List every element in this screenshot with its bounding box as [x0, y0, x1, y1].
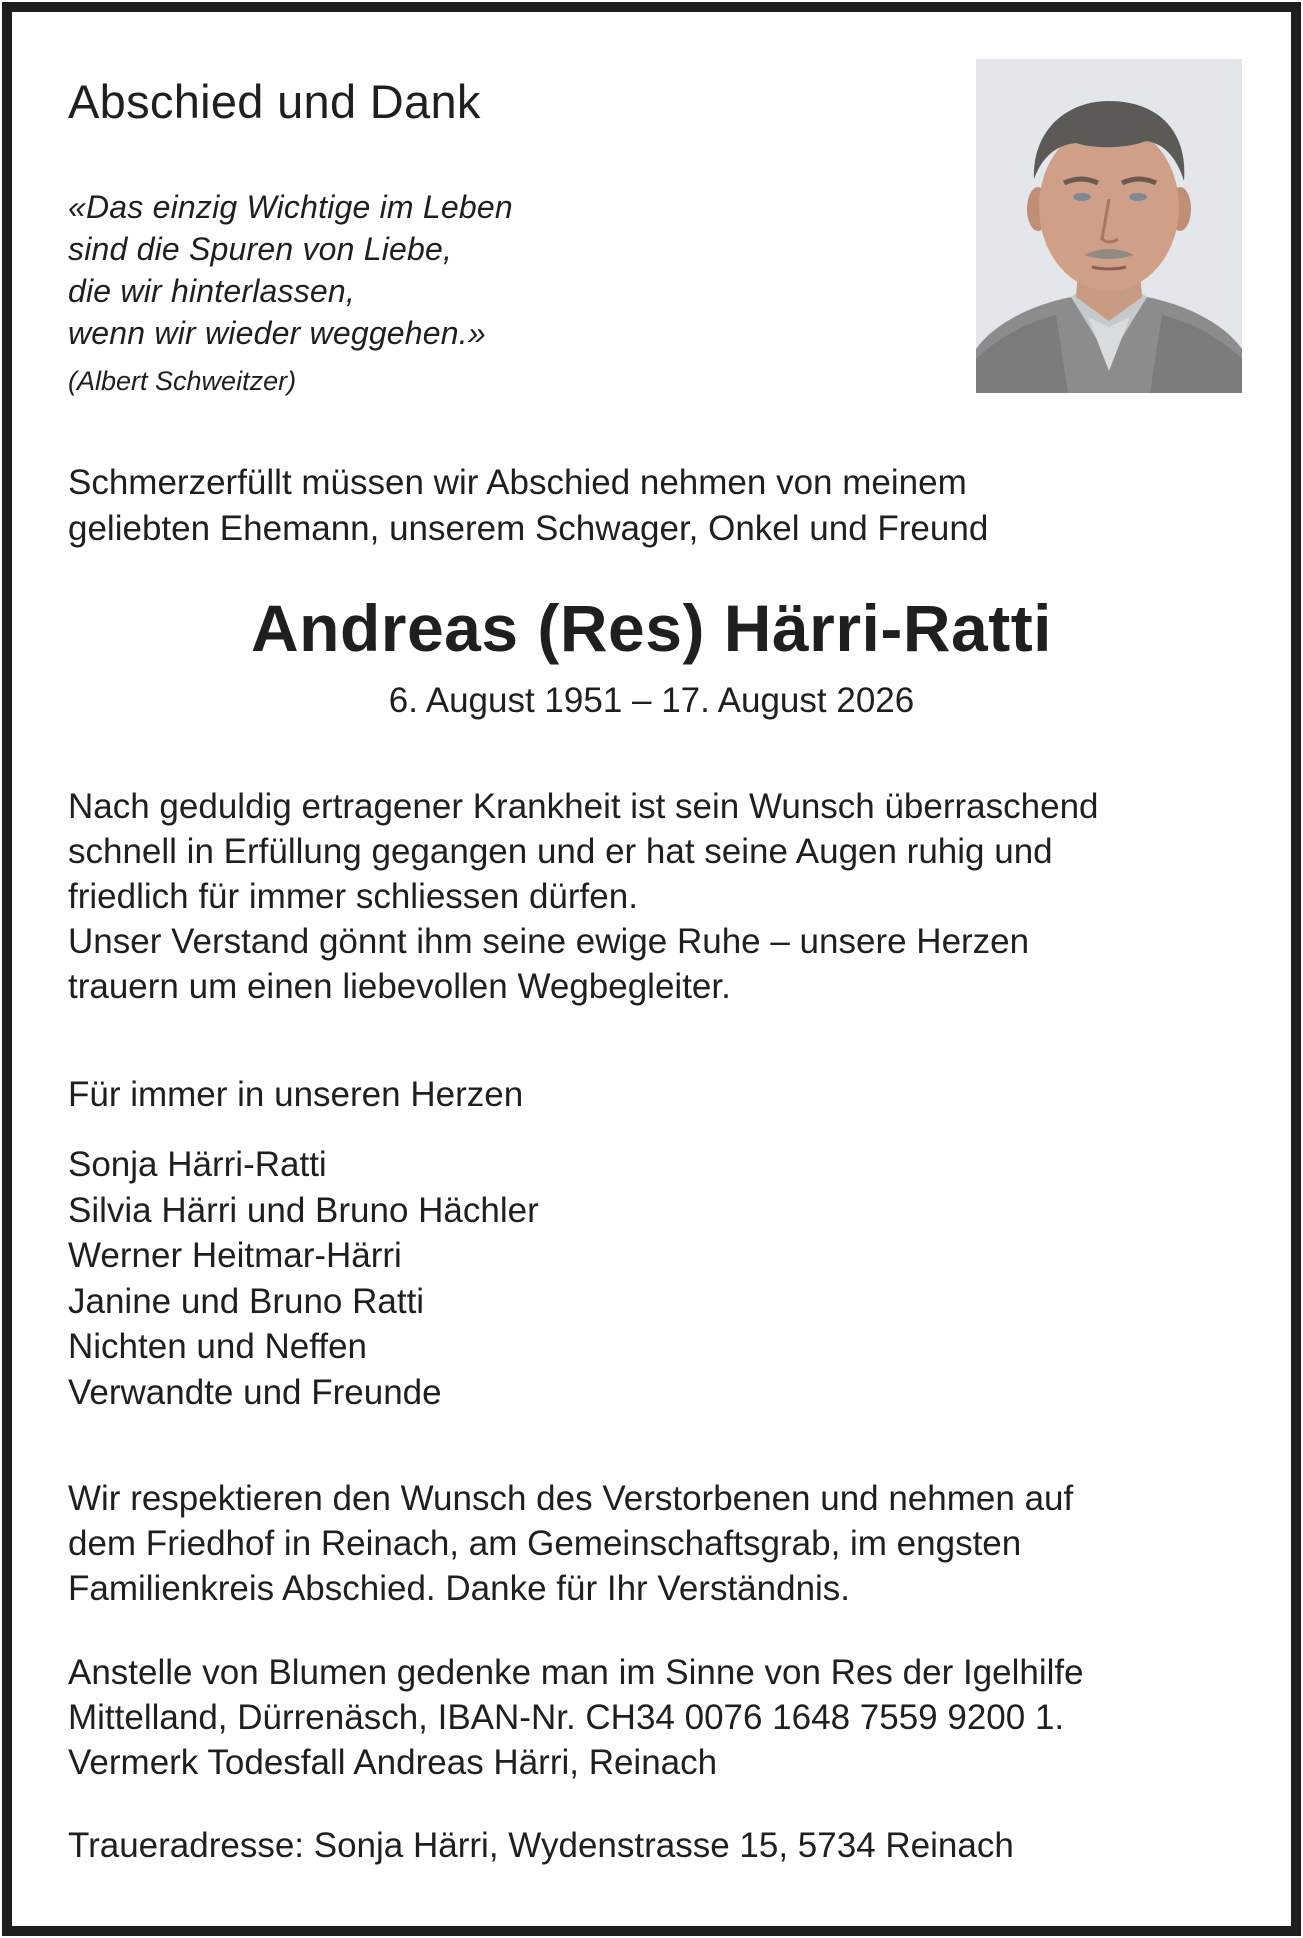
mourner: Werner Heitmar-Härri [68, 1236, 402, 1275]
paragraph-line: Unser Verstand gönnt ihm seine ewige Ruhe – unsere Herzen [68, 922, 1030, 961]
paragraph-line: Familienkreis Abschied. Danke für Ihr Verständnis. [68, 1569, 851, 1608]
paragraph-line: dem Friedhof in Reinach, am Gemeinschaftsgrab, im engsten [68, 1524, 1022, 1563]
quote-author: (Albert Schweitzer) [68, 366, 297, 396]
intro-line: geliebten Ehemann, unserem Schwager, Onkel und Freund [68, 509, 989, 548]
notice-heading: Abschied und Dank [68, 75, 481, 128]
quote-line: «Das einzig Wichtige im Leben [68, 189, 513, 225]
mourning-address: Traueradresse: Sonja Härri, Wydenstrasse 15, 5734 Reinach [68, 1826, 1014, 1865]
quote-line: wenn wir wieder weggehen.» [68, 315, 486, 351]
mourner: Verwandte und Freunde [68, 1372, 442, 1412]
mourners-list [68, 1142, 539, 1415]
paragraph-line: Anstelle von Blumen gedenke man im Sinne von Res der Igelhilfe [68, 1653, 1084, 1692]
paragraph-line: schnell in Erfüllung gegangen und er hat seine Augen ruhig und [68, 832, 1053, 871]
intro-text [68, 460, 988, 552]
paragraph-line: friedlich für immer schliessen dürfen. [68, 877, 638, 916]
mourner: Sonja Härri-Ratti [68, 1145, 327, 1184]
life-dates: 6. August 1951 – 17. August 2026 [388, 681, 915, 720]
quote-line: sind die Spuren von Liebe, [68, 231, 453, 267]
portrait-photo [976, 59, 1242, 393]
burial-paragraph [68, 1476, 1073, 1611]
paragraph-line: Nach geduldig ertragener Krankheit ist sein Wunsch überraschend [68, 787, 1099, 826]
mourner: Nichten und Neffen [68, 1327, 368, 1366]
mourner: Janine und Bruno Ratti [68, 1281, 425, 1321]
donation-paragraph [68, 1650, 1084, 1785]
mourner: Silvia Härri und Bruno Hächler [68, 1190, 539, 1230]
paragraph-line: Mittelland, Dürrenäsch, IBAN-Nr. CH34 0076 1648 7559 9200 1. [68, 1698, 1065, 1737]
paragraph-line: trauern um einen liebevollen Wegbegleiter. [68, 967, 731, 1006]
quote-block [68, 186, 513, 354]
deceased-name: Andreas (Res) Härri-Ratti [250, 591, 1053, 665]
paragraph-line: Vermerk Todesfall Andreas Härri, Reinach [68, 1743, 718, 1782]
quote-line: die wir hinterlassen, [68, 273, 355, 309]
paragraph-line: Wir respektieren den Wunsch des Verstorbenen und nehmen auf [68, 1479, 1074, 1518]
intro-line: Schmerzerfüllt müssen wir Abschied nehmen von meinem [68, 463, 967, 502]
farewell-paragraph [68, 784, 1099, 1009]
forever-line: Für immer in unseren Herzen [68, 1075, 524, 1114]
